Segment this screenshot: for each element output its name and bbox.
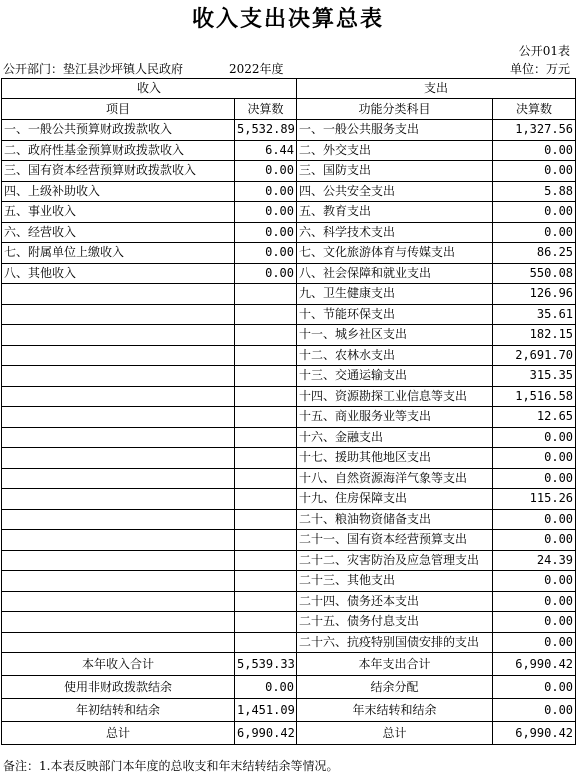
expense-item-label: 三、国防支出 xyxy=(297,161,493,182)
income-item-value xyxy=(235,550,297,571)
income-item-label xyxy=(2,304,235,325)
table-row xyxy=(2,632,576,653)
income-item-label xyxy=(2,468,235,489)
income-item-value xyxy=(235,366,297,387)
income-total-value: 5,539.33 xyxy=(235,653,297,676)
table-row xyxy=(2,550,576,571)
expense-item-label: 十八、自然资源海洋气象等支出 xyxy=(297,468,493,489)
income-item-value xyxy=(235,468,297,489)
income-item-value: 0.00 xyxy=(235,222,297,243)
table-row xyxy=(2,284,576,305)
department-label: 公开部门：垫江县沙坪镇人民政府 xyxy=(3,62,184,76)
income-item-label: 二、政府性基金预算财政拨款收入 xyxy=(2,140,235,161)
expense-item-label: 十一、城乡社区支出 xyxy=(297,325,493,346)
table-row xyxy=(2,489,576,510)
expense-item-label: 八、社会保障和就业支出 xyxy=(297,263,493,284)
table-row xyxy=(2,325,576,346)
table-row xyxy=(2,161,576,182)
nonfiscal-value: 0.00 xyxy=(235,676,297,699)
expense-item-value: 0.00 xyxy=(493,202,576,223)
income-total-label: 本年收入合计 xyxy=(2,653,235,676)
income-item-label xyxy=(2,571,235,592)
begin-balance-value: 1,451.09 xyxy=(235,699,297,722)
grand-total-label-2: 总计 xyxy=(297,722,493,745)
footnote: 备注：1.本表反映部门本年度的总收支和年末结转结余等情况。 xyxy=(3,759,339,773)
expense-item-label: 一、一般公共服务支出 xyxy=(297,120,493,141)
table-row xyxy=(2,345,576,366)
income-item-value xyxy=(235,448,297,469)
expense-item-value: 1,327.56 xyxy=(493,120,576,141)
income-item-label: 四、上级补助收入 xyxy=(2,181,235,202)
income-item-value xyxy=(235,489,297,510)
income-item-label: 六、经营收入 xyxy=(2,222,235,243)
end-balance-label: 年末结转和结余 xyxy=(297,699,493,722)
income-item-label xyxy=(2,284,235,305)
expense-item-value: 0.00 xyxy=(493,161,576,182)
income-item-label: 三、国有资本经营预算财政拨款收入 xyxy=(2,161,235,182)
table-row xyxy=(2,386,576,407)
income-item-value xyxy=(235,632,297,653)
expense-item-label: 二十五、债务付息支出 xyxy=(297,612,493,633)
income-item-label xyxy=(2,448,235,469)
income-item-label: 七、附属单位上缴收入 xyxy=(2,243,235,264)
grand-income-value: 6,990.42 xyxy=(235,722,297,745)
table-row xyxy=(2,591,576,612)
expense-item-label: 十三、交通运输支出 xyxy=(297,366,493,387)
expense-item-value: 0.00 xyxy=(493,591,576,612)
income-header: 收入 xyxy=(2,79,297,99)
income-item-value: 5,532.89 xyxy=(235,120,297,141)
summary-row-total xyxy=(2,653,576,676)
expense-item-value: 115.26 xyxy=(493,489,576,510)
income-item-label: 五、事业收入 xyxy=(2,202,235,223)
income-item-value xyxy=(235,571,297,592)
expense-item-value: 24.39 xyxy=(493,550,576,571)
expense-item-value: 0.00 xyxy=(493,140,576,161)
expense-item-value: 35.61 xyxy=(493,304,576,325)
header-row-2 xyxy=(2,99,576,120)
expense-item-label: 十、节能环保支出 xyxy=(297,304,493,325)
income-item-value xyxy=(235,345,297,366)
page-title: 收入支出决算总表 xyxy=(191,7,384,32)
income-item-value xyxy=(235,427,297,448)
income-item-label xyxy=(2,325,235,346)
expense-item-label: 十二、农林水支出 xyxy=(297,345,493,366)
expense-total-value: 6,990.42 xyxy=(493,653,576,676)
income-item-label xyxy=(2,530,235,551)
table-number: 公开01表 xyxy=(518,44,570,58)
expense-item-value: 182.15 xyxy=(493,325,576,346)
surplus-dist-label: 结余分配 xyxy=(297,676,493,699)
expense-total-label: 本年支出合计 xyxy=(297,653,493,676)
expense-item-value: 12.65 xyxy=(493,407,576,428)
expense-item-label: 二十六、抗疫特别国债安排的支出 xyxy=(297,632,493,653)
income-item-label: 一、一般公共预算财政拨款收入 xyxy=(2,120,235,141)
grand-expense-value: 6,990.42 xyxy=(493,722,576,745)
expense-item-value: 0.00 xyxy=(493,509,576,530)
surplus-dist-value: 0.00 xyxy=(493,676,576,699)
income-item-label: 八、其他收入 xyxy=(2,263,235,284)
income-item-label xyxy=(2,407,235,428)
income-item-value xyxy=(235,530,297,551)
expense-item-label: 十六、金融支出 xyxy=(297,427,493,448)
expense-item-label: 十四、资源勘探工业信息等支出 xyxy=(297,386,493,407)
summary-row-grand xyxy=(2,722,576,745)
income-item-label xyxy=(2,345,235,366)
summary-row-carryover xyxy=(2,699,576,722)
income-item-value xyxy=(235,591,297,612)
income-item-value: 0.00 xyxy=(235,243,297,264)
income-item-value xyxy=(235,304,297,325)
begin-balance-label: 年初结转和结余 xyxy=(2,699,235,722)
expense-item-label: 六、科学技术支出 xyxy=(297,222,493,243)
expense-item-value: 0.00 xyxy=(493,612,576,633)
item-header: 项目 xyxy=(2,99,235,120)
expense-item-label: 十九、住房保障支出 xyxy=(297,489,493,510)
income-item-label xyxy=(2,489,235,510)
table-row xyxy=(2,222,576,243)
income-item-label xyxy=(2,386,235,407)
table-row xyxy=(2,509,576,530)
expense-item-label: 二十四、债务还本支出 xyxy=(297,591,493,612)
table-row xyxy=(2,448,576,469)
expense-item-value: 1,516.58 xyxy=(493,386,576,407)
expense-item-value: 0.00 xyxy=(493,468,576,489)
income-item-value xyxy=(235,407,297,428)
year-label: 2022年度 xyxy=(229,62,284,76)
grand-total-label: 总计 xyxy=(2,722,235,745)
table-row xyxy=(2,181,576,202)
amount-header: 决算数 xyxy=(235,99,297,120)
expense-item-value: 0.00 xyxy=(493,222,576,243)
unit-label: 单位：万元 xyxy=(509,62,570,76)
expense-item-label: 四、公共安全支出 xyxy=(297,181,493,202)
expense-item-label: 二十一、国有资本经营预算支出 xyxy=(297,530,493,551)
income-item-label xyxy=(2,591,235,612)
amount-header-2: 决算数 xyxy=(493,99,576,120)
table-row xyxy=(2,120,576,141)
expense-item-value: 0.00 xyxy=(493,448,576,469)
table-row xyxy=(2,427,576,448)
table-row xyxy=(2,571,576,592)
end-balance-value: 0.00 xyxy=(493,699,576,722)
income-item-label xyxy=(2,632,235,653)
income-item-label xyxy=(2,509,235,530)
expense-item-value: 5.88 xyxy=(493,181,576,202)
income-item-value xyxy=(235,325,297,346)
expense-item-label: 二十二、灾害防治及应急管理支出 xyxy=(297,550,493,571)
expense-item-value: 315.35 xyxy=(493,366,576,387)
expense-item-value: 0.00 xyxy=(493,571,576,592)
expense-item-value: 2,691.70 xyxy=(493,345,576,366)
income-item-value xyxy=(235,284,297,305)
income-item-value: 0.00 xyxy=(235,263,297,284)
expense-item-value: 0.00 xyxy=(493,530,576,551)
summary-row-nonfiscal xyxy=(2,676,576,699)
header-row-1 xyxy=(2,79,576,99)
func-class-header: 功能分类科目 xyxy=(297,99,493,120)
table-row xyxy=(2,468,576,489)
table-row xyxy=(2,263,576,284)
expense-item-value: 126.96 xyxy=(493,284,576,305)
table-row xyxy=(2,530,576,551)
income-item-value xyxy=(235,509,297,530)
table-row xyxy=(2,612,576,633)
income-item-value: 0.00 xyxy=(235,202,297,223)
table-row xyxy=(2,304,576,325)
expense-item-value: 86.25 xyxy=(493,243,576,264)
expense-item-label: 九、卫生健康支出 xyxy=(297,284,493,305)
expense-item-label: 二、外交支出 xyxy=(297,140,493,161)
expense-item-value: 0.00 xyxy=(493,632,576,653)
expense-item-value: 550.08 xyxy=(493,263,576,284)
expense-item-label: 七、文化旅游体育与传媒支出 xyxy=(297,243,493,264)
table-row xyxy=(2,202,576,223)
income-item-value: 0.00 xyxy=(235,161,297,182)
table-row xyxy=(2,366,576,387)
budget-table xyxy=(1,78,576,745)
expense-item-label: 十七、援助其他地区支出 xyxy=(297,448,493,469)
income-item-label xyxy=(2,612,235,633)
income-item-value xyxy=(235,612,297,633)
income-item-label xyxy=(2,550,235,571)
expense-header: 支出 xyxy=(297,79,576,99)
table-row xyxy=(2,140,576,161)
income-item-label xyxy=(2,366,235,387)
income-item-value: 6.44 xyxy=(235,140,297,161)
table-row xyxy=(2,243,576,264)
expense-item-label: 五、教育支出 xyxy=(297,202,493,223)
income-item-value xyxy=(235,386,297,407)
expense-item-label: 十五、商业服务业等支出 xyxy=(297,407,493,428)
table-row xyxy=(2,407,576,428)
expense-item-label: 二十、粮油物资储备支出 xyxy=(297,509,493,530)
expense-item-label: 二十三、其他支出 xyxy=(297,571,493,592)
income-item-value: 0.00 xyxy=(235,181,297,202)
expense-item-value: 0.00 xyxy=(493,427,576,448)
income-item-label xyxy=(2,427,235,448)
nonfiscal-label: 使用非财政拨款结余 xyxy=(2,676,235,699)
